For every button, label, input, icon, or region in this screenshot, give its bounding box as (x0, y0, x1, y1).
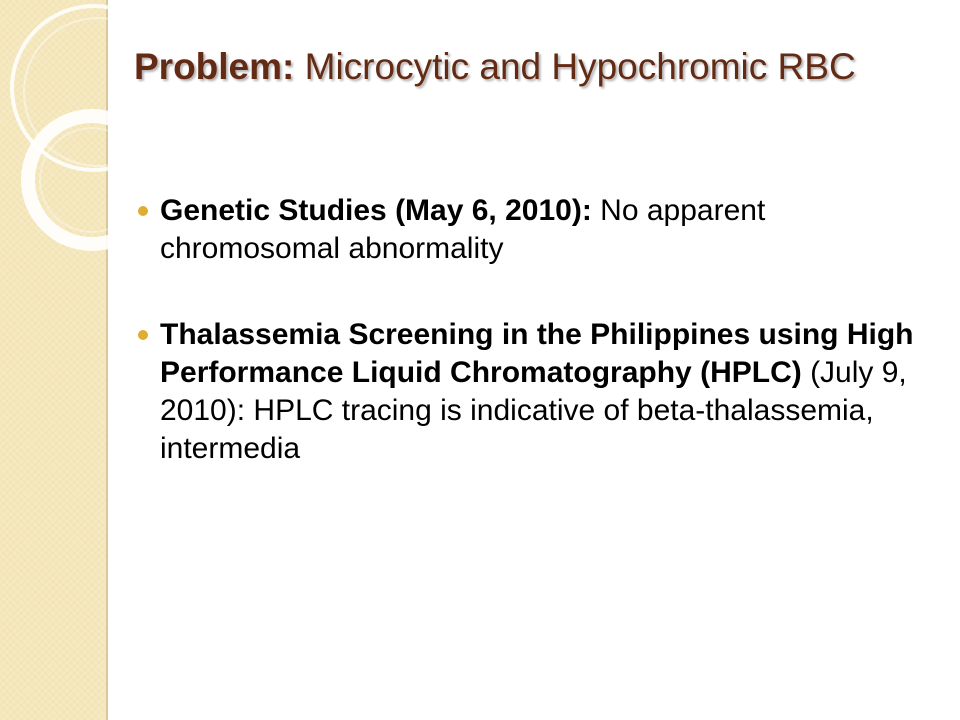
bullet-dot-icon (138, 330, 148, 340)
title-rest: Microcytic and Hypochromic RBC (304, 46, 856, 87)
bullet-2-text: (July 9, 2010): HPLC tracing is indicative of beta-thalassemia, intermedia (160, 356, 907, 465)
slide-title (134, 46, 856, 88)
bullet-item-genetic-studies (138, 192, 918, 268)
bullet-dot-icon (138, 206, 148, 216)
bullet-item-thalassemia-screening (138, 316, 918, 468)
bullet-1-heading: Genetic Studies (May 6, 2010): (160, 194, 592, 227)
bullet-list (138, 192, 918, 516)
bullet-2-heading: Thalassemia Screening in the Philippines using High Performance Liquid Chromatography (HPLC) (160, 318, 914, 389)
title-bold-part: Problem: (134, 46, 295, 87)
bullet-1-text: No apparent chromosomal abnormality (160, 194, 766, 265)
